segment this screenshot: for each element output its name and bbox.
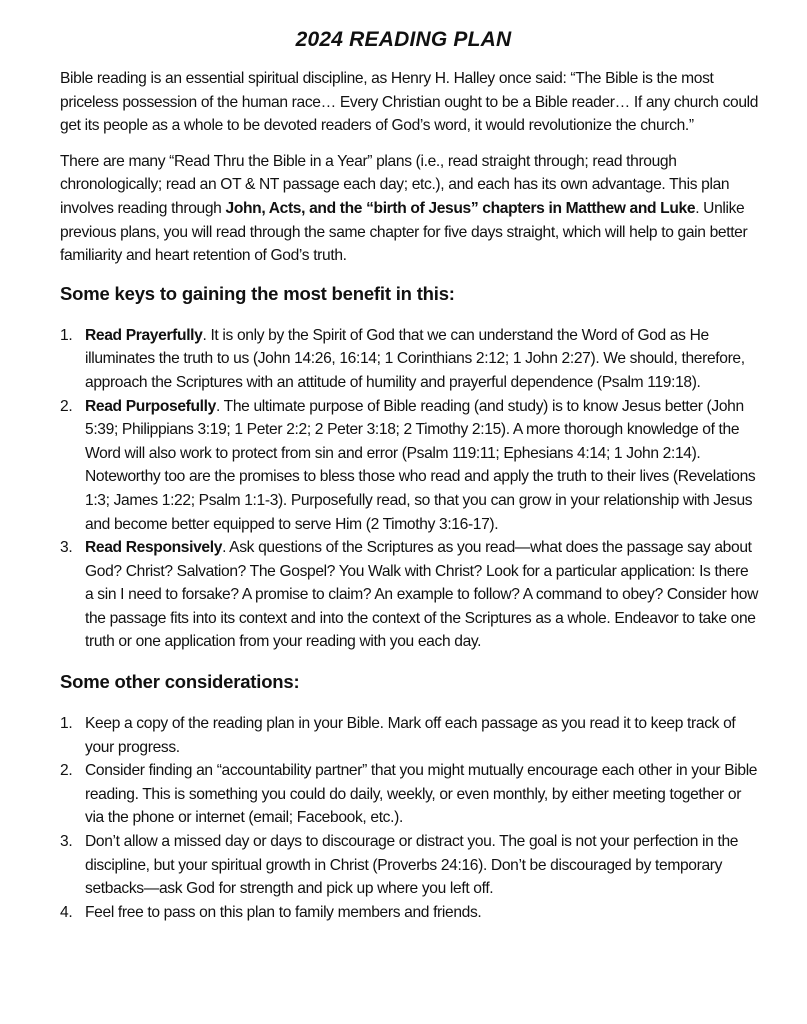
document-body xyxy=(60,67,760,924)
key-text: . Ask questions of the Scriptures as you read—what does the passage say about God? Christ? Salvation? The Gospel? You Walk with Christ? Look for a particular application: Is there a sin I need to forsake? A promise to claim? An example to follow? A command to obey? Consider how the passage fits into its context and into the context of the Scriptures as a whole. Endeavor to take one truth or one application from your reading with you each day. xyxy=(85,539,759,651)
key-title: Read Prayerfully xyxy=(85,326,203,344)
keys-list xyxy=(60,324,760,654)
consideration-text: Keep a copy of the reading plan in your Bible. Mark off each passage as you read it to keep track of your progress. xyxy=(85,715,736,756)
considerations-list xyxy=(60,712,760,924)
list-item xyxy=(60,536,760,654)
intro-paragraph-2-bold: John, Acts, and the “birth of Jesus” chapters in Matthew and Luke xyxy=(225,199,696,217)
keys-heading: Some keys to gaining the most benefit in this: xyxy=(60,282,455,304)
list-item xyxy=(60,712,760,759)
list-number: 4. xyxy=(60,903,73,921)
page-title: 2024 READING PLAN xyxy=(295,28,512,51)
intro-paragraph-2 xyxy=(60,150,760,268)
list-item xyxy=(60,759,760,830)
key-title: Read Responsively xyxy=(85,539,223,557)
list-number: 2. xyxy=(60,762,73,780)
list-number: 1. xyxy=(60,326,73,344)
consideration-text: Consider finding an “accountability partner” that you might mutually encourage each other in your Bible reading. This is something you could do daily, weekly, or even monthly, by either meeting together or via the phone or internet (email; Facebook, etc.). xyxy=(85,762,758,827)
list-number: 2. xyxy=(60,397,73,415)
list-item xyxy=(60,324,760,395)
list-item xyxy=(60,830,760,901)
intro-paragraph-2-tail: . Unlike previous plans, you will read through the same chapter for five days straight, which will help to gain better familiarity and heart retention of God’s truth. xyxy=(60,199,748,265)
key-text: . It is only by the Spirit of God that we can understand the Word of God as He illuminates the truth to us (John 14:26, 16:14; 1 Corinthians 2:12; 1 John 2:27). We should, therefore, approach the Scriptures with an attitude of humility and prayerful dependence (Psalm 119:18). xyxy=(85,326,745,391)
key-title: Read Purposefully xyxy=(85,397,216,415)
consideration-text: Don’t allow a missed day or days to discourage or distract you. The goal is not your perfection in the discipline, but your spiritual growth in Christ (Proverbs 24:16). Don’t be discouraged by temporary setbacks—ask God for strength and pick up where you left off. xyxy=(85,833,739,898)
considerations-heading: Some other considerations: xyxy=(60,671,300,693)
list-item xyxy=(60,395,760,537)
list-number: 3. xyxy=(60,539,73,557)
list-item xyxy=(60,901,760,925)
consideration-text: Feel free to pass on this plan to family members and friends. xyxy=(85,903,482,921)
key-text: . The ultimate purpose of Bible reading (and study) is to know Jesus better (John 5:39; Philippians 3:19; 1 Peter 2:2; 2 Peter 3:18; 2 Timothy 2:15). A more thorough knowledge of the Word will also work to protect from sin and error (Psalm 119:11; Ephesians 4:14; 1 John 2:14). Noteworthy too are the promises to bless those who read and apply the truth to their lives (Revelations 1:3; James 1:22; Psalm 1:1-3). Purposefully read, so that you can grow in your relationship with Jesus and become better equipped to serve Him (2 Timothy 3:16-17). xyxy=(85,397,756,533)
intro-paragraph-1: Bible reading is an essential spiritual discipline, as Henry H. Halley once said: “The Bible is the most priceless possession of the human race… Every Christian ought to be a Bible reader… If any church could get its people as a whole to be devoted readers of God’s word, it would revolutionize the church.” xyxy=(60,70,759,135)
list-number: 3. xyxy=(60,833,73,851)
list-number: 1. xyxy=(60,715,73,733)
intro-paragraph-2-text: There are many “Read Thru the Bible in a Year” plans (i.e., read straight through; read through chronologically; read an OT & NT passage each day; etc.), and each has its own advantage. This plan involves reading through xyxy=(60,152,730,217)
